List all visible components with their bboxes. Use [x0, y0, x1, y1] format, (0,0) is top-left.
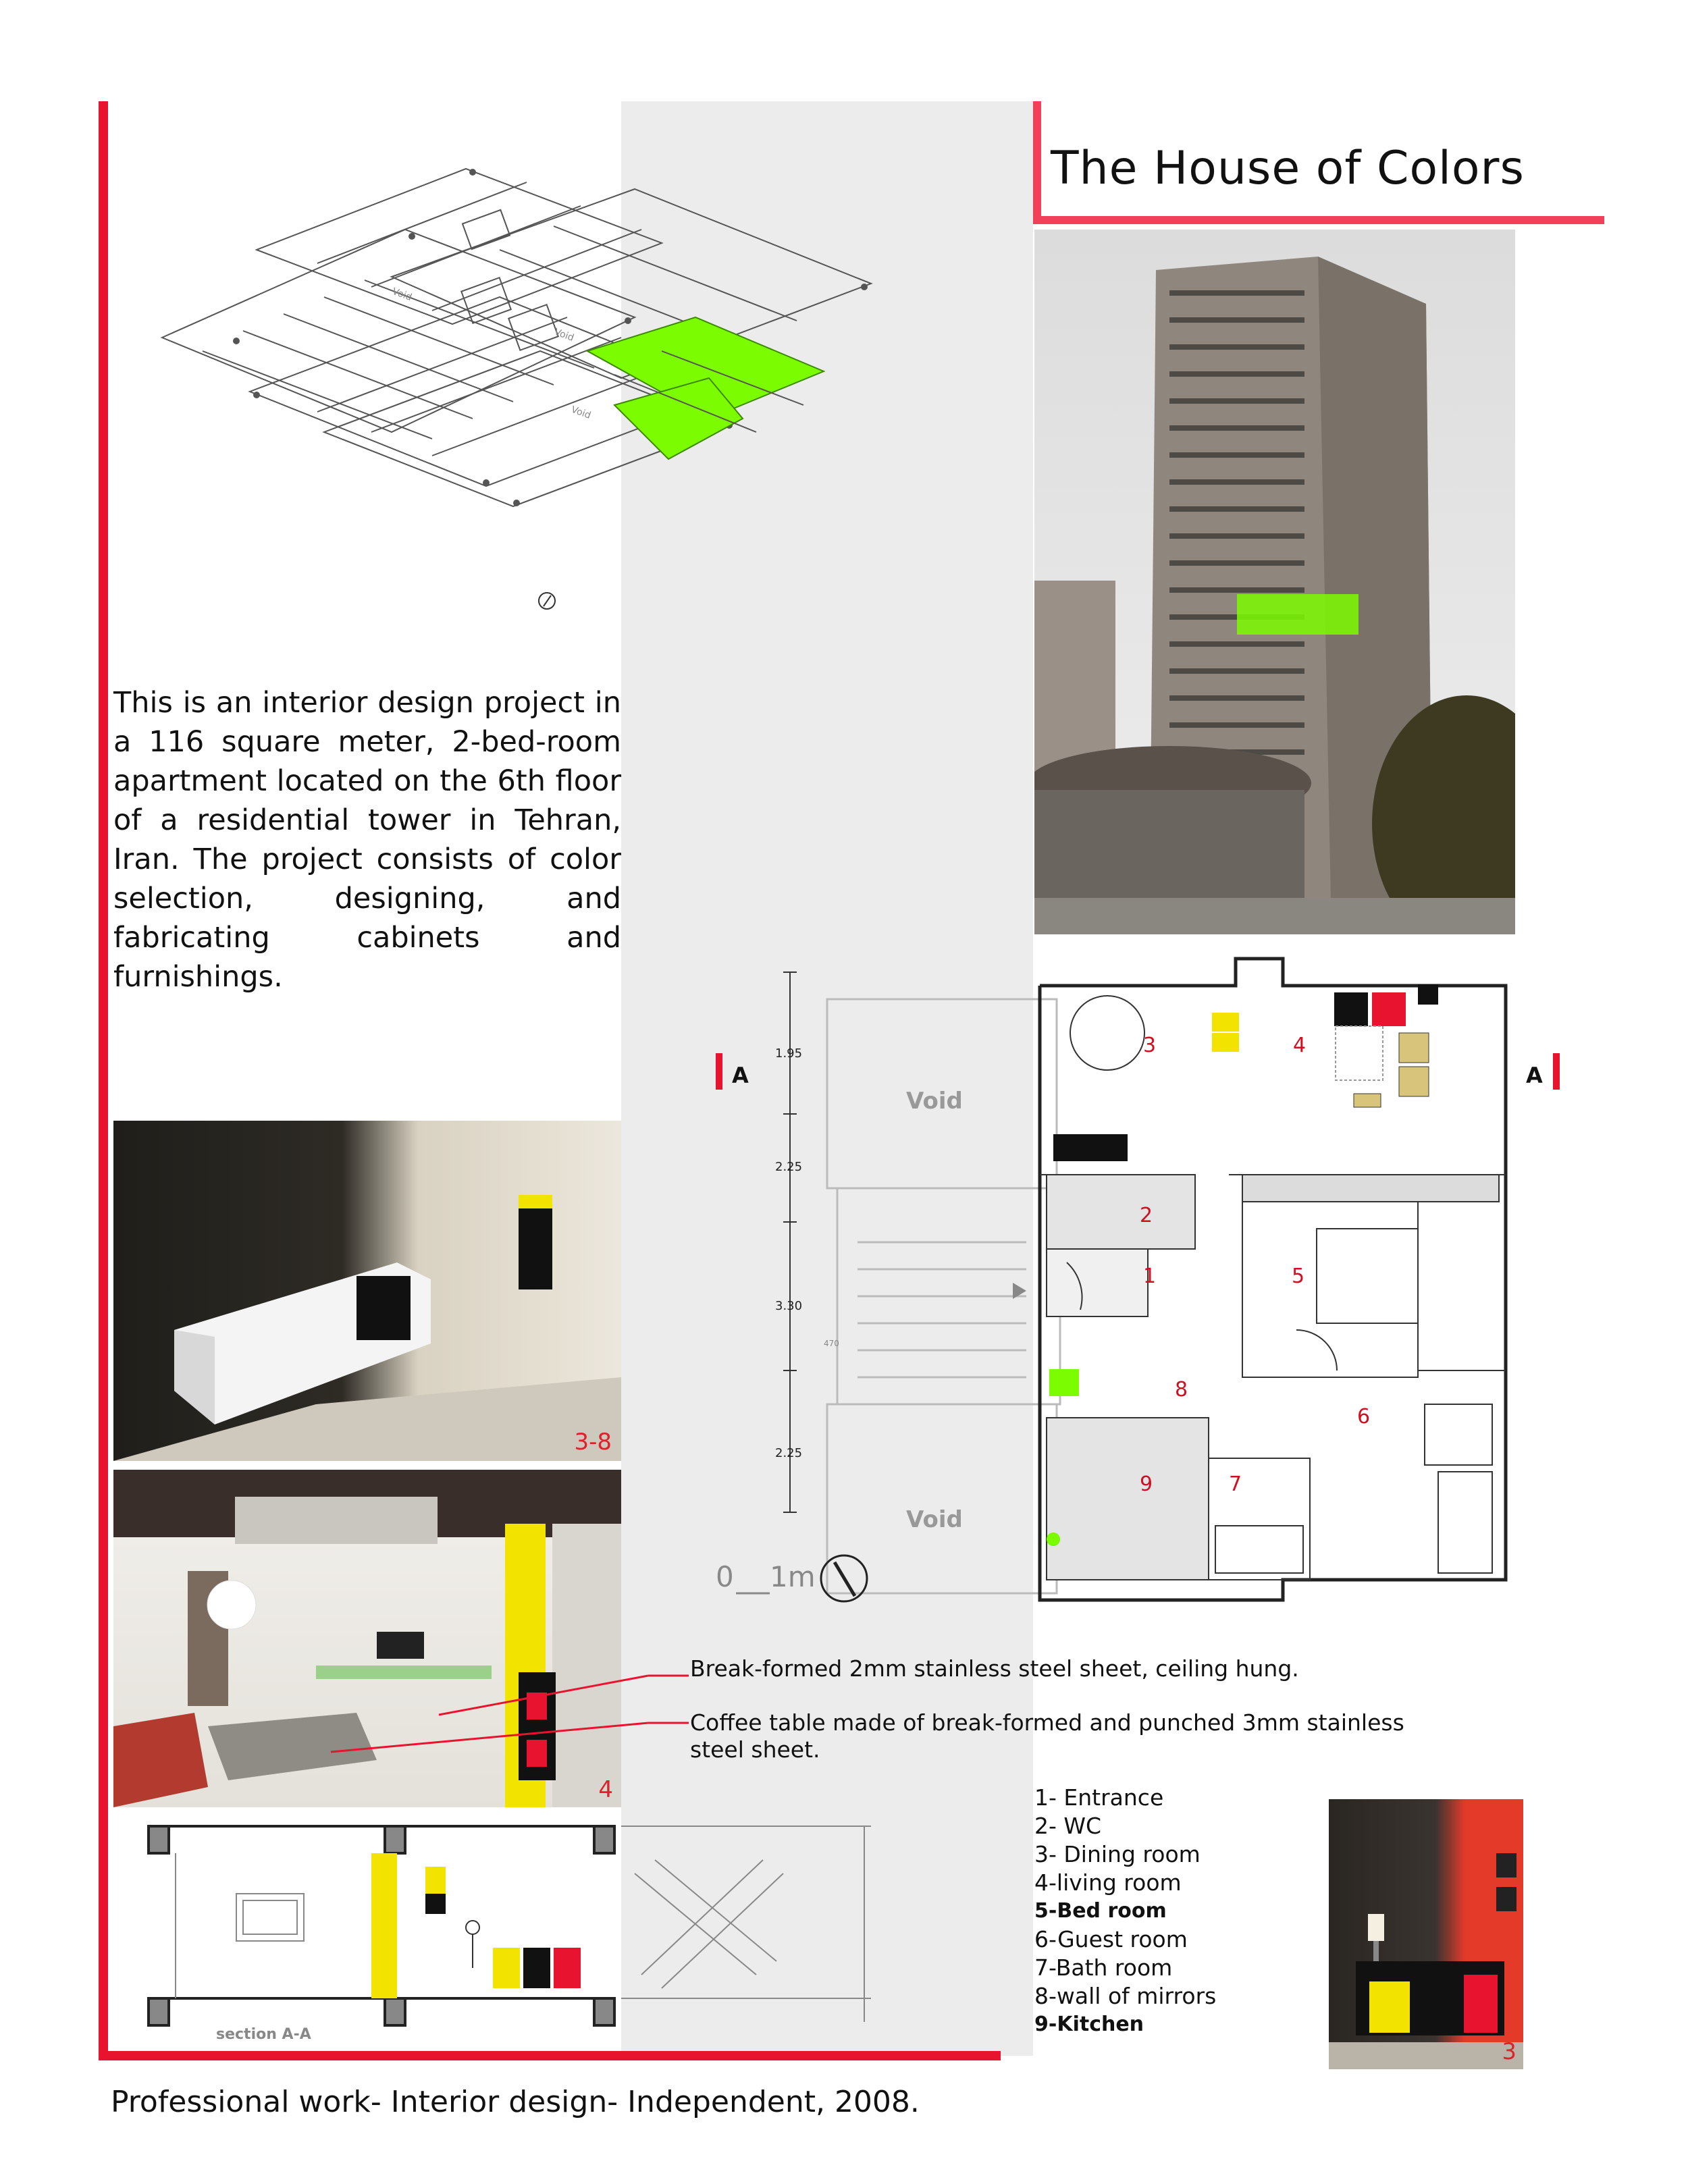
overview-void-1: Void: [390, 286, 414, 303]
project-description: This is an interior design project in a 116 square meter, 2-bed-room apartment located on the 6th floor of a residential tower in Tehran, Iran. The project consists of color selection, designing, and fabricating cabinets and furnishings.: [113, 686, 621, 994]
callout-leader-lines: [270, 1661, 689, 1769]
overview-void-2: Void: [552, 326, 576, 344]
dim-1: 1.95: [775, 1046, 803, 1061]
room-number-2: 2: [1140, 1204, 1153, 1227]
room-number-4: 4: [1293, 1034, 1307, 1057]
dining-yellow-1: [1212, 1013, 1239, 1032]
room-legend: [1034, 1784, 1216, 2039]
section-marker-left-bar: [716, 1053, 722, 1090]
legend-item-4: 4-living room: [1034, 1869, 1182, 1896]
interior-photo-entrance: [113, 1121, 621, 1461]
footer-credit: Professional work- Interior design- Independent, 2008.: [111, 2085, 920, 2119]
section-marker-right-bar: [1553, 1053, 1560, 1090]
room-number-5: 5: [1292, 1264, 1305, 1288]
legend-item-2: 2- WC: [1034, 1813, 1102, 1839]
void-label-top: Void: [906, 1088, 963, 1115]
scale-label: 1m: [770, 1560, 816, 1593]
living-black-chair: [1334, 992, 1368, 1026]
section-marker-right: A: [1526, 1063, 1543, 1088]
left-red-bar: [99, 101, 108, 2060]
stair-dim: 470: [824, 1339, 839, 1348]
highlighted-floor: [1237, 594, 1359, 635]
legend-item-5: 5-Bed room: [1034, 1899, 1167, 1923]
section-a-a-drawing: [135, 1819, 891, 2049]
room-number-6: 6: [1357, 1405, 1371, 1429]
legend-item-3: 3- Dining room: [1034, 1841, 1201, 1867]
title-red-vertical: [1033, 101, 1041, 224]
living-rug: [1336, 1026, 1383, 1080]
note-coffee-table-line-2: steel sheet.: [690, 1736, 820, 1763]
kitchen-green-unit: [1049, 1369, 1079, 1396]
living-patterned-chair-2: [1399, 1067, 1429, 1096]
dining-cabinet-black: [1053, 1134, 1128, 1161]
legend-item-6: 6-Guest room: [1034, 1926, 1188, 1952]
section-yellow-panel: [371, 1853, 397, 1998]
bottom-red-bar: [99, 2051, 1001, 2060]
photo-2-label: 4: [598, 1776, 613, 1803]
apartment-floor-plan: [716, 932, 1607, 1634]
room-number-3: 3: [1143, 1034, 1157, 1057]
dining-yellow-2: [1212, 1033, 1239, 1052]
room-number-1: 1: [1143, 1264, 1157, 1288]
isometric-floor-overview: [149, 149, 959, 621]
page-title: The House of Colors: [1051, 142, 1525, 195]
legend-item-8: 8-wall of mirrors: [1034, 1983, 1217, 2009]
room-number-8: 8: [1175, 1378, 1188, 1402]
dim-4: 2.25: [775, 1446, 803, 1460]
photo-3-label: 3: [1502, 2038, 1516, 2065]
room-number-7: 7: [1229, 1472, 1242, 1496]
living-red-chair: [1372, 992, 1406, 1026]
dining-room-photo: [1329, 1799, 1523, 2069]
legend-item-7: 7-Bath room: [1034, 1954, 1173, 1981]
overview-void-3: Void: [569, 404, 593, 421]
void-label-bottom: Void: [906, 1506, 963, 1533]
living-patterned-chair-1: [1399, 1033, 1429, 1063]
note-coffee-table-line-1: Coffee table made of break-formed and punched 3mm stainless: [690, 1709, 1404, 1736]
scale-zero: 0: [716, 1560, 734, 1593]
section-marker-left: A: [732, 1063, 749, 1088]
legend-item-1: 1- Entrance: [1034, 1784, 1164, 1811]
room-number-9: 9: [1140, 1472, 1153, 1496]
dim-2: 2.25: [775, 1160, 803, 1174]
legend-item-9: 9-Kitchen: [1034, 2013, 1144, 2036]
title-red-underline: [1033, 216, 1604, 224]
dim-3: 3.30: [775, 1299, 803, 1313]
note-ceiling-sheet: Break-formed 2mm stainless steel sheet, ceiling hung.: [690, 1655, 1299, 1682]
section-title: section A-A: [216, 2026, 311, 2043]
tower-photo: [1034, 230, 1515, 934]
kitchen-green-dot: [1047, 1533, 1060, 1546]
photo-1-label: 3-8: [574, 1429, 612, 1456]
